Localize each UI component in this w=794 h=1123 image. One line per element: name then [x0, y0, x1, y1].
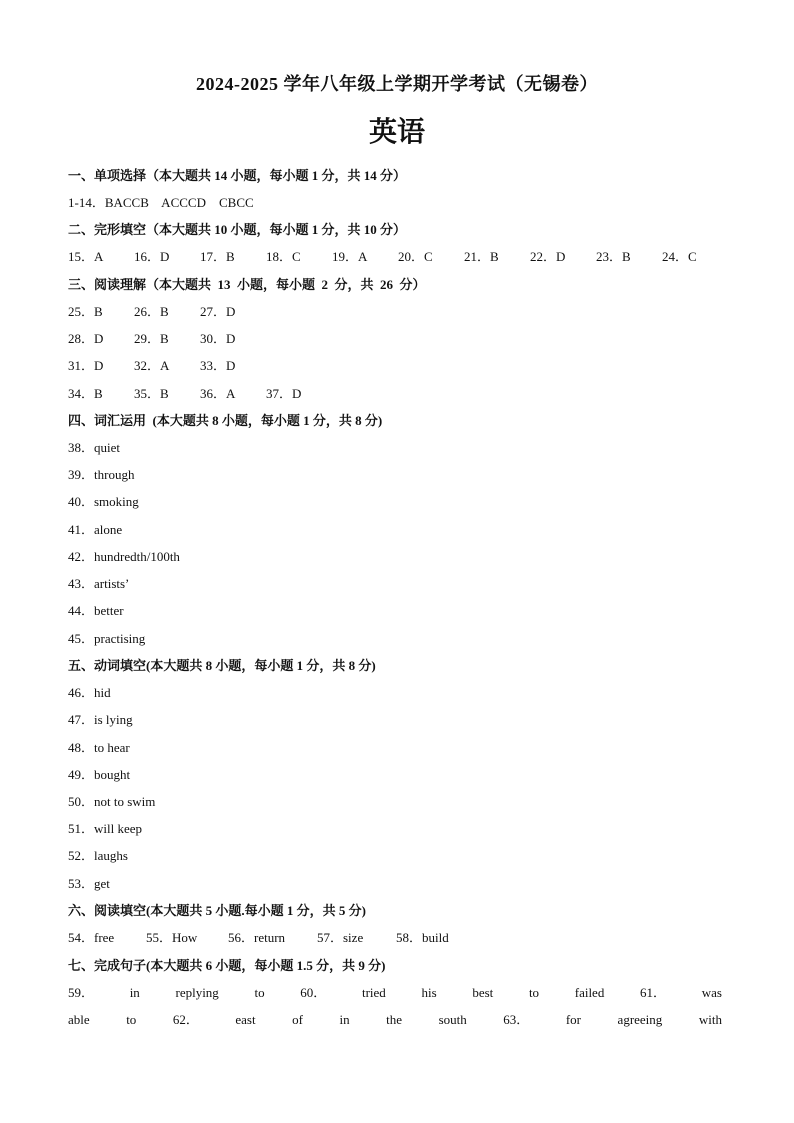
word: his — [421, 985, 437, 1000]
answer-50: 50．not to swim — [68, 794, 156, 809]
answer-32: 32．A — [134, 358, 170, 373]
word: best — [472, 985, 494, 1000]
page-title: 2024-2025 学年八年级上学期开学考试（无锡卷） — [196, 74, 598, 94]
word: to — [254, 985, 265, 1000]
answer-54: 54．free — [68, 930, 115, 945]
subject-heading: 英语 — [368, 115, 425, 148]
word: agreeing — [617, 1012, 663, 1027]
answer-17: 17．B — [200, 249, 235, 264]
word: 60． — [300, 985, 327, 1000]
answer-28: 28．D — [68, 331, 104, 346]
answer-25: 25．B — [68, 304, 103, 319]
section-heading-3: 三、阅读理解（本大题共 13 小题，每小题 2 分，共 26 分） — [68, 277, 426, 292]
word: tried — [361, 985, 386, 1000]
answer-57: 57．size — [317, 930, 364, 945]
section-heading-2: 二、完形填空（本大题共 10 小题，每小题 1 分，共 10 分） — [68, 222, 407, 237]
answer-56: 56．return — [228, 930, 286, 945]
answer-line-61-63 — [68, 1012, 722, 1028]
answer-row-31-33 — [68, 358, 235, 374]
word: was — [701, 985, 722, 1000]
answer-29: 29．B — [134, 331, 169, 346]
answer-45: 45．practising — [68, 631, 146, 646]
section-heading-5: 五、动词填空(本大题共 8 小题，每小题 1 分，共 8 分) — [68, 658, 376, 673]
section-heading-1: 一、单项选择（本大题共 14 小题，每小题 1 分，共 14 分） — [68, 168, 407, 183]
word: 59． — [68, 985, 95, 1000]
answer-20: 20．C — [398, 249, 433, 264]
answer-55: 55．How — [146, 930, 198, 945]
word: in — [129, 985, 140, 1000]
answer-47: 47．is lying — [68, 712, 133, 727]
answer-35: 35．B — [134, 386, 169, 401]
word: failed — [574, 985, 605, 1000]
answer-row-34-37 — [68, 386, 301, 402]
answer-33: 33．D — [200, 358, 236, 373]
section-heading-7: 七、完成句子(本大题共 6 小题，每小题 1.5 分，共 9 分) — [68, 958, 386, 973]
answer-41: 41．alone — [68, 522, 123, 537]
answer-36: 36．A — [200, 386, 236, 401]
answer-58: 58．build — [396, 930, 449, 945]
word: 61． — [640, 985, 667, 1000]
word: for — [565, 1012, 582, 1027]
word: 62． — [172, 1012, 199, 1027]
answer-23: 23．B — [596, 249, 631, 264]
word: to — [126, 1012, 137, 1027]
answer-49: 49．bought — [68, 767, 131, 782]
answer-row-25-27 — [68, 304, 235, 320]
answer-53: 53．get — [68, 876, 110, 891]
answer-row-28-30 — [68, 331, 235, 347]
section-heading-4: 四、词汇运用 (本大题共 8 小题，每小题 1 分，共 8 分) — [68, 413, 383, 428]
section-heading-6: 六、阅读填空(本大题共 5 小题.每小题 1 分，共 5 分) — [68, 903, 366, 918]
answer-line-59-61 — [68, 985, 722, 1001]
answer-row-54-58 — [68, 930, 449, 946]
answer-44: 44．better — [68, 603, 124, 618]
answer-26: 26．B — [134, 304, 169, 319]
answer-27: 27．D — [200, 304, 236, 319]
word: in — [339, 1012, 350, 1027]
answer-40: 40．smoking — [68, 494, 139, 509]
word: the — [386, 1012, 403, 1027]
answer-52: 52．laughs — [68, 848, 128, 863]
word: to — [528, 985, 540, 1000]
answer-31: 31．D — [68, 358, 104, 373]
answer-46: 46．hid — [68, 685, 111, 700]
answer-34: 34．B — [68, 386, 103, 401]
word: south — [438, 1012, 467, 1027]
answer-39: 39．through — [68, 467, 135, 482]
word: replying — [175, 985, 219, 1000]
word: able — [68, 1012, 90, 1027]
answer-19: 19．A — [332, 249, 368, 264]
answer-row-15-24 — [68, 249, 697, 265]
answer-43: 43．artists’ — [68, 576, 130, 591]
answer-21: 21．B — [464, 249, 499, 264]
answer-18: 18．C — [266, 249, 301, 264]
word: 63． — [503, 1012, 530, 1027]
answer-42: 42．hundredth/100th — [68, 549, 180, 564]
word: with — [698, 1012, 722, 1027]
answer-22: 22．D — [530, 249, 566, 264]
answer-37: 37．D — [266, 386, 302, 401]
word: east — [235, 1012, 256, 1027]
word: of — [292, 1012, 303, 1027]
answer-30: 30．D — [200, 331, 236, 346]
answer-24: 24．C — [662, 249, 697, 264]
answer-51: 51．will keep — [68, 821, 143, 836]
answer-15: 15．A — [68, 249, 104, 264]
answer-16: 16．D — [134, 249, 170, 264]
answer-38: 38．quiet — [68, 440, 120, 455]
answer-48: 48．to hear — [68, 740, 130, 755]
answer-line-1-14: 1-14．BACCB ACCCD CBCC — [68, 195, 254, 210]
